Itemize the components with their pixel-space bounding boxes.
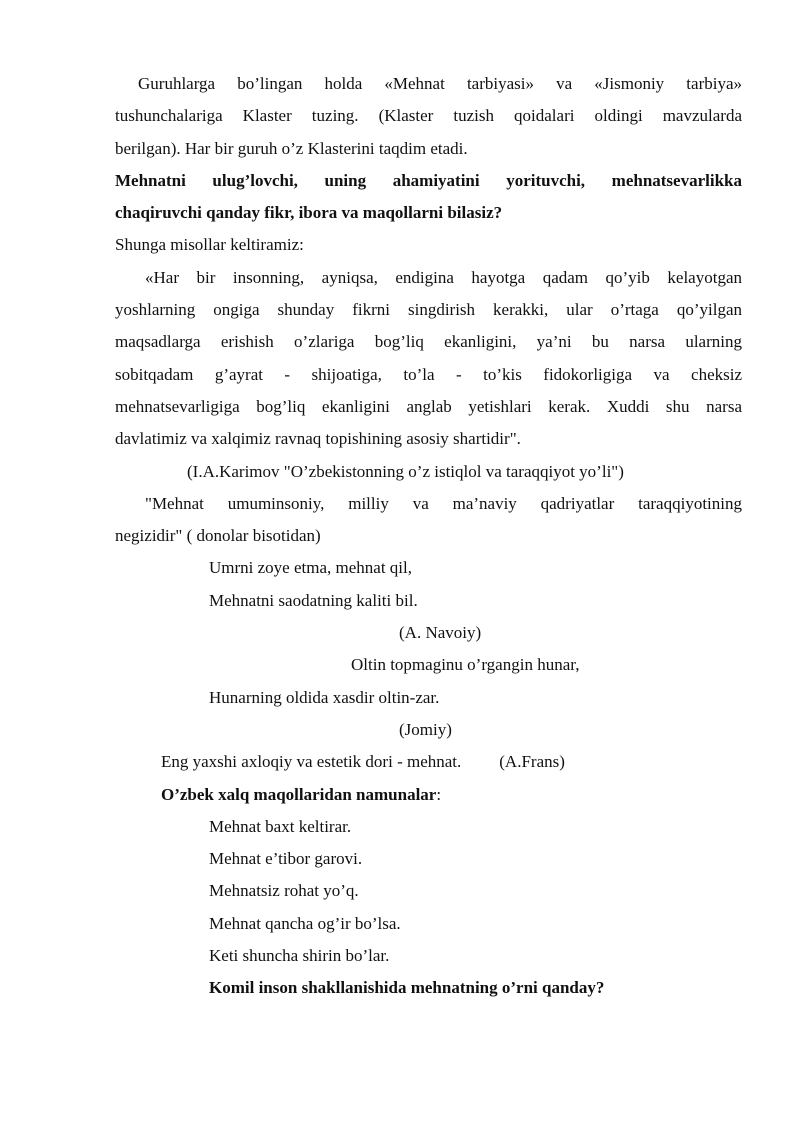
document-page (115, 68, 742, 1005)
jomiy-poem-line-2: Hunarning oldida xasdir oltin-zar. (209, 687, 440, 707)
proverb-item: Mehnatsiz rohat yo’q. (209, 881, 359, 901)
examples-intro: Shunga misollar keltiramiz: (115, 235, 304, 255)
frans-quote (115, 746, 742, 778)
frans-author: (A.Frans) (499, 752, 565, 772)
navoiy-poem-line-2: Mehnatni saodatning kaliti bil. (209, 590, 418, 610)
karimov-quote-source: (I.A.Karimov "O’zbekistonning o’z istiqlol va taraqqiyot yo’li") (187, 461, 624, 481)
karimov-quote-line-6: davlatimiz va xalqimiz ravnaq topishining asosiy shartidir". (115, 429, 521, 449)
question-1-line-1: Mehnatni ulug’lovchi, uning ahamiyatini yorituvchi, mehnatsevarlikka (115, 170, 742, 190)
frans-quote-text: Eng yaxshi axloqiy va estetik dori - mehnat. (161, 752, 462, 772)
wise-quote-line-1: "Mehnat umuminsoniy, milliy va ma’naviy qadriyatlar taraqqiyotining (145, 493, 742, 513)
karimov-quote-line-5: mehnatsevarligiga bog’liq ekanligini anglab yetishlari kerak. Xuddi shu narsa (115, 396, 742, 416)
proverbs-heading-text: O’zbek xalq maqollaridan namunalar (161, 784, 437, 804)
jomiy-poem-line-1: Oltin topmaginu o’rgangin hunar, (351, 655, 580, 675)
karimov-quote-line-1: «Har bir insonning, ayniqsa, endigina hayotga qadam qo’yib kelayotgan (145, 267, 742, 287)
question-2: Komil inson shakllanishida mehnatning o’rni qanday? (209, 978, 605, 998)
proverbs-heading-colon: : (436, 784, 442, 804)
proverb-item: Mehnat baxt keltirar. (209, 816, 352, 836)
navoiy-poem-line-1: Umrni zoye etma, mehnat qil, (209, 558, 412, 578)
proverb-item: Mehnat qancha og’ir bo’lsa. (209, 913, 401, 933)
wise-quote-line-2: negizidir" ( donolar bisotidan) (115, 526, 321, 546)
jomiy-author: (Jomiy) (399, 719, 452, 739)
karimov-quote-line-4: sobitqadam g’ayrat - shijoatiga, to’la - to’kis fidokorligiga va cheksiz (115, 364, 742, 384)
proverb-item: Keti shuncha shirin bo’lar. (209, 946, 390, 966)
intro-line-1: Guruhlarga bo’lingan holda «Mehnat tarbiyasi» va «Jismoniy tarbiya» (138, 74, 742, 93)
navoiy-author: (A. Navoiy) (399, 623, 482, 643)
intro-line-2: tushunchalariga Klaster tuzing. (Klaster tuzish qoidalari oldingi mavzularda (115, 106, 742, 126)
karimov-quote-line-3: maqsadlarga erishish o’zlariga bog’liq ekanligini, ya’ni bu narsa ularning (115, 332, 742, 352)
intro-line-3: berilgan). Har bir guruh o’z Klasterini taqdim etadi. (115, 138, 468, 158)
proverb-item: Mehnat e’tibor garovi. (209, 849, 363, 869)
proverbs-heading (115, 779, 742, 811)
question-1-line-2: chaqiruvchi qanday fikr, ibora va maqollarni bilasiz? (115, 203, 503, 223)
karimov-quote-line-2: yoshlarning ongiga shunday fikrni singdirish kerakki, ular o’rtaga qo’yilgan (115, 300, 742, 320)
